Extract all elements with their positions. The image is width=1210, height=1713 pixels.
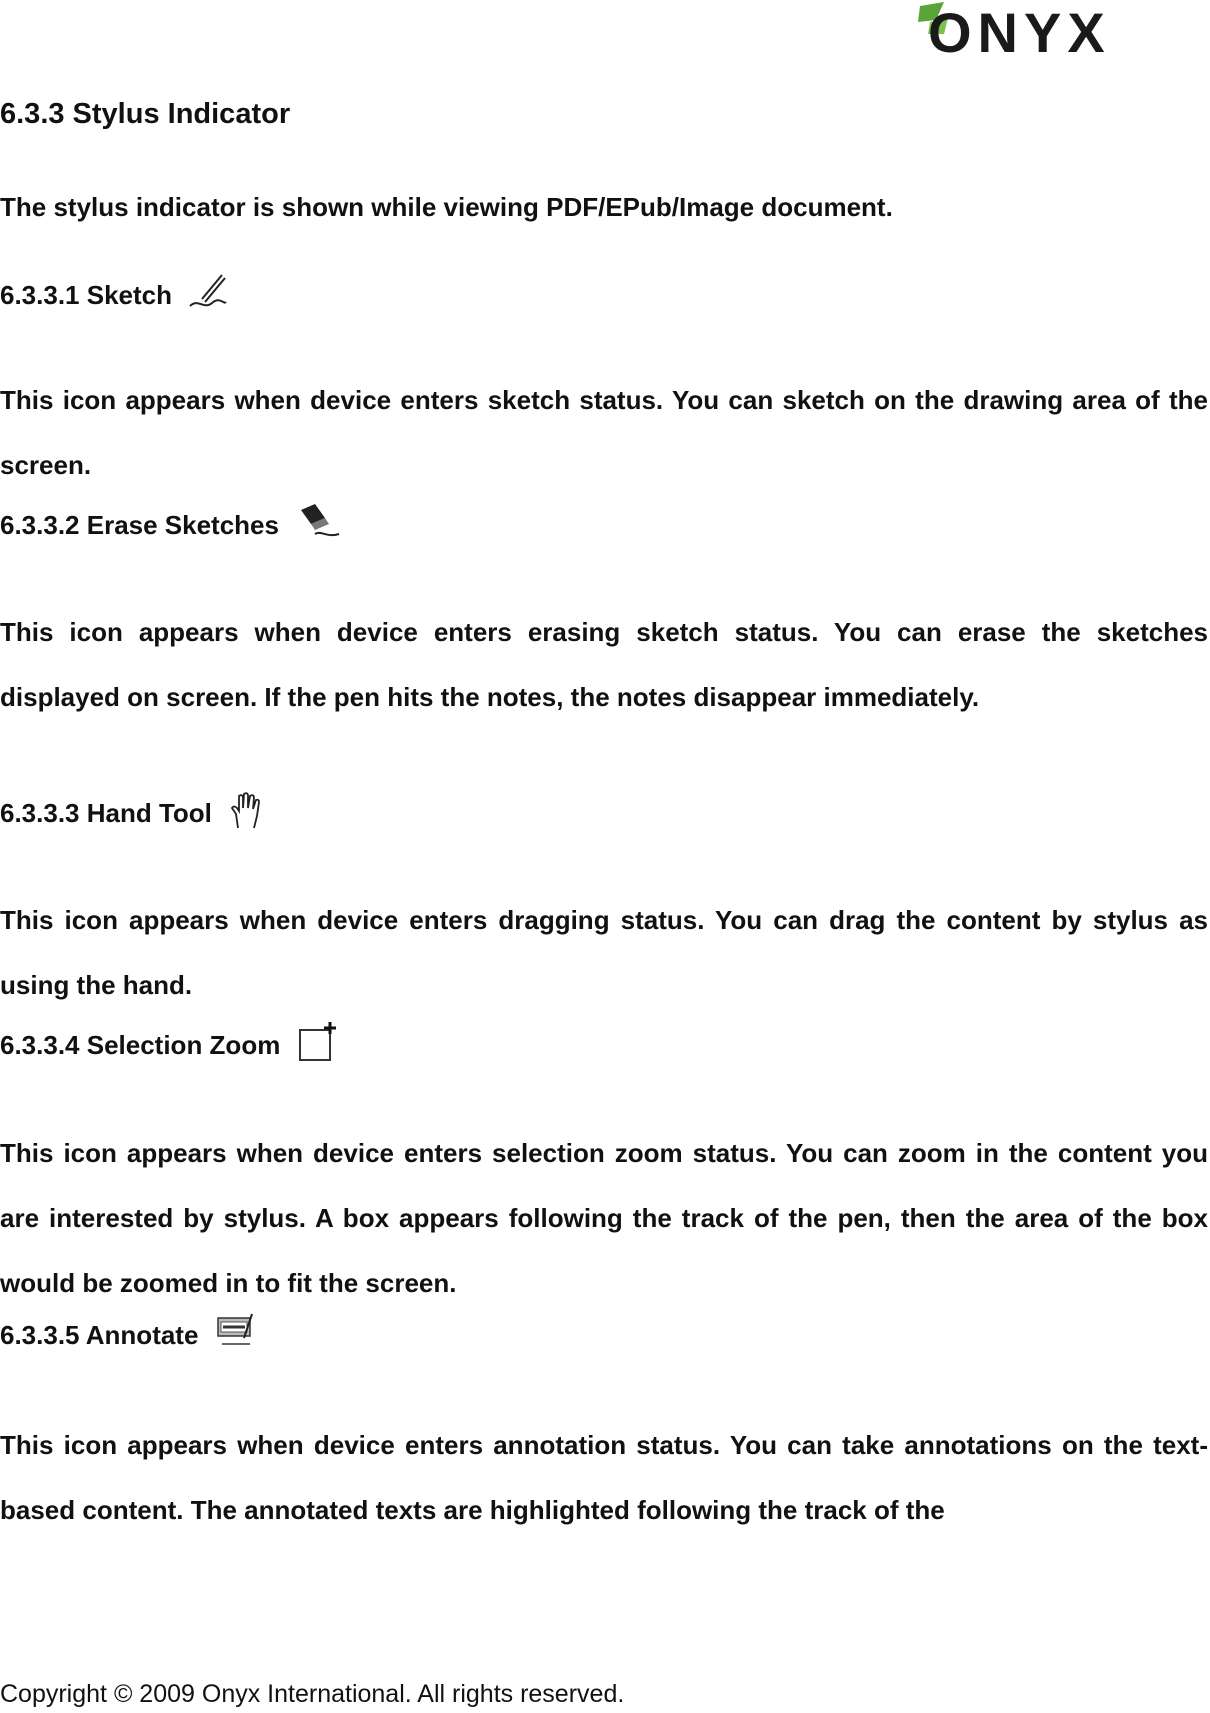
body-erase: This icon appears when device enters erasing sketch status. You can erase the sketches displayed on screen. If the pen hits the notes, the notes disappear immediately. <box>0 617 1208 712</box>
body-selection-zoom: This icon appears when device enters selection zoom status. You can zoom in the content you are interested by stylus. A box appears following the track of the pen, then the area of the box would be zoomed in to fit the screen. <box>0 1138 1208 1298</box>
copyright-footer: Copyright © 2009 Onyx International. All rights reserved. <box>0 1680 625 1708</box>
heading-annotate <box>0 1312 258 1359</box>
onyx-logo <box>900 0 1210 62</box>
heading-selection-zoom <box>0 1020 340 1071</box>
selection-zoom-icon <box>296 1020 340 1071</box>
heading-erase <box>0 502 341 549</box>
body-annotate: This icon appears when device enters annotation status. You can take annotations on the text-based content. The annotated texts are highlighted following the track of the <box>0 1430 1208 1525</box>
section-title: 6.3.3 Stylus Indicator <box>0 98 291 130</box>
body-hand: This icon appears when device enters dragging status. You can drag the content by stylus as using the hand. <box>0 905 1208 1000</box>
heading-sketch <box>0 272 228 319</box>
body-sketch: This icon appears when device enters sketch status. You can sketch on the drawing area of the screen. <box>0 385 1208 480</box>
heading-hand-label: 6.3.3.3 Hand Tool <box>0 798 212 828</box>
intro-text: The stylus indicator is shown while viewing PDF/EPub/Image document. <box>0 192 893 222</box>
eraser-icon <box>295 502 341 549</box>
heading-annotate-label: 6.3.3.5 Annotate <box>0 1320 199 1350</box>
heading-selection-zoom-label: 6.3.3.4 Selection Zoom <box>0 1030 281 1060</box>
heading-erase-label: 6.3.3.2 Erase Sketches <box>0 510 279 540</box>
annotate-icon <box>214 1312 258 1359</box>
heading-hand <box>0 790 268 837</box>
heading-sketch-label: 6.3.3.1 Sketch <box>0 280 172 310</box>
pen-sketch-icon <box>188 272 228 319</box>
logo-text: ONYX <box>928 1 1111 62</box>
hand-icon <box>228 790 268 837</box>
